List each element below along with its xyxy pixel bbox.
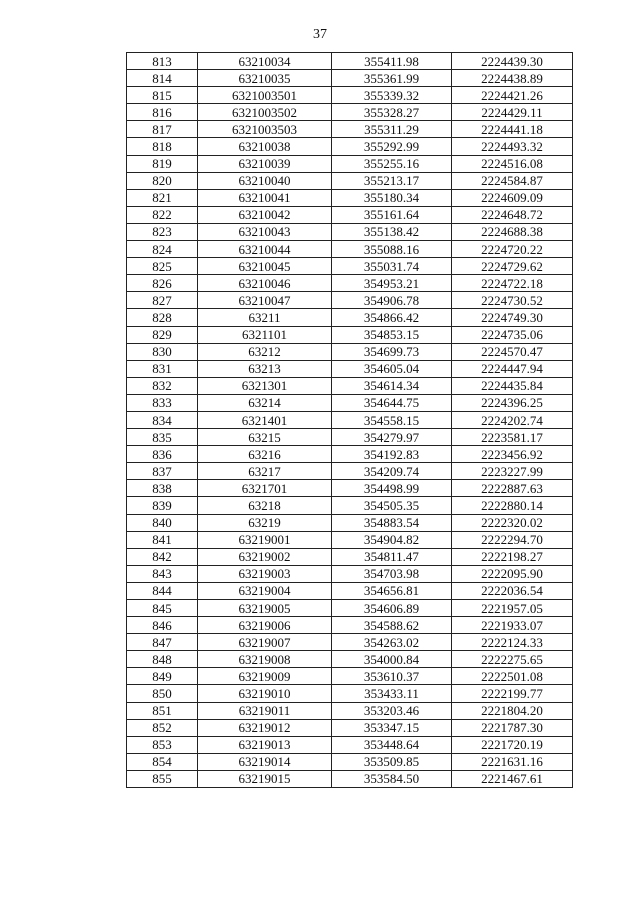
point-number-cell: 845 [127, 600, 198, 617]
x-coordinate-cell: 353203.46 [332, 702, 452, 719]
point-number-cell: 820 [127, 172, 198, 189]
x-coordinate-cell: 354883.54 [332, 514, 452, 531]
table-row [127, 548, 573, 565]
y-coordinate-cell: 2221467.61 [452, 770, 573, 787]
point-id-cell: 63219008 [198, 651, 332, 668]
y-coordinate-cell: 2221787.30 [452, 719, 573, 736]
point-id-cell: 63219014 [198, 753, 332, 770]
table-row [127, 172, 573, 189]
x-coordinate-cell: 355213.17 [332, 172, 452, 189]
point-number-cell: 816 [127, 104, 198, 121]
table-row [127, 411, 573, 428]
x-coordinate-cell: 355411.98 [332, 53, 452, 70]
point-id-cell: 63210042 [198, 206, 332, 223]
point-number-cell: 843 [127, 565, 198, 582]
y-coordinate-cell: 2224609.09 [452, 189, 573, 206]
y-coordinate-cell: 2222294.70 [452, 531, 573, 548]
x-coordinate-cell: 354263.02 [332, 634, 452, 651]
table-row [127, 719, 573, 736]
point-id-cell: 63210034 [198, 53, 332, 70]
x-coordinate-cell: 354498.99 [332, 480, 452, 497]
y-coordinate-cell: 2224429.11 [452, 104, 573, 121]
x-coordinate-cell: 354606.89 [332, 600, 452, 617]
table-row [127, 343, 573, 360]
y-coordinate-cell: 2224648.72 [452, 206, 573, 223]
point-number-cell: 826 [127, 275, 198, 292]
table-row [127, 189, 573, 206]
table-row [127, 309, 573, 326]
table-row [127, 223, 573, 240]
point-number-cell: 834 [127, 411, 198, 428]
x-coordinate-cell: 354209.74 [332, 463, 452, 480]
point-id-cell: 63218 [198, 497, 332, 514]
y-coordinate-cell: 2224516.08 [452, 155, 573, 172]
table-row [127, 617, 573, 634]
table-row [127, 121, 573, 138]
point-id-cell: 63210046 [198, 275, 332, 292]
point-id-cell: 6321003503 [198, 121, 332, 138]
point-id-cell: 63219006 [198, 617, 332, 634]
point-id-cell: 63219009 [198, 668, 332, 685]
table-row [127, 463, 573, 480]
table-row [127, 497, 573, 514]
point-number-cell: 849 [127, 668, 198, 685]
point-id-cell: 63219013 [198, 736, 332, 753]
point-number-cell: 854 [127, 753, 198, 770]
y-coordinate-cell: 2223456.92 [452, 446, 573, 463]
table-row [127, 582, 573, 599]
x-coordinate-cell: 354644.75 [332, 394, 452, 411]
point-id-cell: 6321003502 [198, 104, 332, 121]
y-coordinate-cell: 2224493.32 [452, 138, 573, 155]
coordinates-table [126, 52, 573, 788]
point-number-cell: 840 [127, 514, 198, 531]
point-number-cell: 847 [127, 634, 198, 651]
point-number-cell: 813 [127, 53, 198, 70]
x-coordinate-cell: 354853.15 [332, 326, 452, 343]
y-coordinate-cell: 2221933.07 [452, 617, 573, 634]
x-coordinate-cell: 355161.64 [332, 206, 452, 223]
point-id-cell: 63219015 [198, 770, 332, 787]
point-id-cell: 63219 [198, 514, 332, 531]
point-number-cell: 851 [127, 702, 198, 719]
point-number-cell: 838 [127, 480, 198, 497]
y-coordinate-cell: 2224439.30 [452, 53, 573, 70]
point-id-cell: 63219012 [198, 719, 332, 736]
y-coordinate-cell: 2222887.63 [452, 480, 573, 497]
y-coordinate-cell: 2224438.89 [452, 70, 573, 87]
x-coordinate-cell: 354953.21 [332, 275, 452, 292]
y-coordinate-cell: 2222198.27 [452, 548, 573, 565]
x-coordinate-cell: 353433.11 [332, 685, 452, 702]
y-coordinate-cell: 2224202.74 [452, 411, 573, 428]
point-id-cell: 63211 [198, 309, 332, 326]
y-coordinate-cell: 2222880.14 [452, 497, 573, 514]
point-id-cell: 63219003 [198, 565, 332, 582]
x-coordinate-cell: 355361.99 [332, 70, 452, 87]
x-coordinate-cell: 354279.97 [332, 429, 452, 446]
table-row [127, 206, 573, 223]
point-id-cell: 6321003501 [198, 87, 332, 104]
point-id-cell: 63210041 [198, 189, 332, 206]
table-row [127, 480, 573, 497]
y-coordinate-cell: 2222095.90 [452, 565, 573, 582]
y-coordinate-cell: 2224722.18 [452, 275, 573, 292]
y-coordinate-cell: 2223227.99 [452, 463, 573, 480]
point-number-cell: 855 [127, 770, 198, 787]
y-coordinate-cell: 2224688.38 [452, 223, 573, 240]
y-coordinate-cell: 2224730.52 [452, 292, 573, 309]
point-id-cell: 63219004 [198, 582, 332, 599]
y-coordinate-cell: 2224396.25 [452, 394, 573, 411]
y-coordinate-cell: 2224749.30 [452, 309, 573, 326]
point-id-cell: 63210040 [198, 172, 332, 189]
x-coordinate-cell: 354699.73 [332, 343, 452, 360]
x-coordinate-cell: 355088.16 [332, 241, 452, 258]
point-id-cell: 63219005 [198, 600, 332, 617]
y-coordinate-cell: 2222036.54 [452, 582, 573, 599]
x-coordinate-cell: 354906.78 [332, 292, 452, 309]
point-number-cell: 815 [127, 87, 198, 104]
x-coordinate-cell: 355031.74 [332, 258, 452, 275]
y-coordinate-cell: 2224735.06 [452, 326, 573, 343]
point-id-cell: 63214 [198, 394, 332, 411]
y-coordinate-cell: 2221720.19 [452, 736, 573, 753]
y-coordinate-cell: 2223581.17 [452, 429, 573, 446]
point-id-cell: 63210035 [198, 70, 332, 87]
table-row [127, 531, 573, 548]
table-row [127, 429, 573, 446]
point-id-cell: 63215 [198, 429, 332, 446]
point-number-cell: 835 [127, 429, 198, 446]
point-id-cell: 6321401 [198, 411, 332, 428]
x-coordinate-cell: 354811.47 [332, 548, 452, 565]
y-coordinate-cell: 2222320.02 [452, 514, 573, 531]
x-coordinate-cell: 355328.27 [332, 104, 452, 121]
table-row [127, 394, 573, 411]
table-row [127, 138, 573, 155]
table-row [127, 292, 573, 309]
table-row [127, 702, 573, 719]
point-number-cell: 852 [127, 719, 198, 736]
point-number-cell: 821 [127, 189, 198, 206]
x-coordinate-cell: 354588.62 [332, 617, 452, 634]
table-row [127, 155, 573, 172]
point-id-cell: 63210038 [198, 138, 332, 155]
point-number-cell: 828 [127, 309, 198, 326]
point-id-cell: 6321701 [198, 480, 332, 497]
y-coordinate-cell: 2224729.62 [452, 258, 573, 275]
point-id-cell: 63212 [198, 343, 332, 360]
point-id-cell: 63210043 [198, 223, 332, 240]
x-coordinate-cell: 354505.35 [332, 497, 452, 514]
x-coordinate-cell: 355292.99 [332, 138, 452, 155]
y-coordinate-cell: 2222124.33 [452, 634, 573, 651]
point-number-cell: 848 [127, 651, 198, 668]
table-row [127, 736, 573, 753]
table-row [127, 753, 573, 770]
point-number-cell: 837 [127, 463, 198, 480]
y-coordinate-cell: 2224435.84 [452, 377, 573, 394]
point-number-cell: 846 [127, 617, 198, 634]
table-row [127, 53, 573, 70]
y-coordinate-cell: 2224421.26 [452, 87, 573, 104]
table-body [127, 53, 573, 788]
point-number-cell: 830 [127, 343, 198, 360]
x-coordinate-cell: 353448.64 [332, 736, 452, 753]
point-id-cell: 63219010 [198, 685, 332, 702]
table-row [127, 275, 573, 292]
x-coordinate-cell: 355180.34 [332, 189, 452, 206]
point-id-cell: 63219007 [198, 634, 332, 651]
table-row [127, 685, 573, 702]
point-id-cell: 63210045 [198, 258, 332, 275]
x-coordinate-cell: 354656.81 [332, 582, 452, 599]
y-coordinate-cell: 2224720.22 [452, 241, 573, 258]
x-coordinate-cell: 355255.16 [332, 155, 452, 172]
point-number-cell: 827 [127, 292, 198, 309]
table-row [127, 87, 573, 104]
point-id-cell: 63219001 [198, 531, 332, 548]
x-coordinate-cell: 354192.83 [332, 446, 452, 463]
x-coordinate-cell: 353584.50 [332, 770, 452, 787]
point-id-cell: 63213 [198, 360, 332, 377]
point-id-cell: 6321101 [198, 326, 332, 343]
table-row [127, 565, 573, 582]
point-id-cell: 63219011 [198, 702, 332, 719]
point-number-cell: 836 [127, 446, 198, 463]
point-number-cell: 841 [127, 531, 198, 548]
table-row [127, 634, 573, 651]
x-coordinate-cell: 354000.84 [332, 651, 452, 668]
x-coordinate-cell: 354605.04 [332, 360, 452, 377]
table-row [127, 258, 573, 275]
y-coordinate-cell: 2224584.87 [452, 172, 573, 189]
x-coordinate-cell: 354703.98 [332, 565, 452, 582]
y-coordinate-cell: 2224441.18 [452, 121, 573, 138]
point-number-cell: 814 [127, 70, 198, 87]
x-coordinate-cell: 354614.34 [332, 377, 452, 394]
x-coordinate-cell: 353509.85 [332, 753, 452, 770]
point-number-cell: 853 [127, 736, 198, 753]
table-row [127, 446, 573, 463]
x-coordinate-cell: 353347.15 [332, 719, 452, 736]
point-number-cell: 825 [127, 258, 198, 275]
x-coordinate-cell: 355138.42 [332, 223, 452, 240]
point-id-cell: 63217 [198, 463, 332, 480]
table-row [127, 104, 573, 121]
point-number-cell: 822 [127, 206, 198, 223]
y-coordinate-cell: 2224570.47 [452, 343, 573, 360]
table-row [127, 668, 573, 685]
x-coordinate-cell: 353610.37 [332, 668, 452, 685]
point-number-cell: 829 [127, 326, 198, 343]
point-number-cell: 832 [127, 377, 198, 394]
page-number: 37 [313, 27, 327, 42]
y-coordinate-cell: 2221804.20 [452, 702, 573, 719]
y-coordinate-cell: 2224447.94 [452, 360, 573, 377]
table-row [127, 377, 573, 394]
x-coordinate-cell: 354866.42 [332, 309, 452, 326]
table-row [127, 326, 573, 343]
point-id-cell: 63210044 [198, 241, 332, 258]
table-row [127, 514, 573, 531]
table-row [127, 600, 573, 617]
point-number-cell: 833 [127, 394, 198, 411]
point-number-cell: 824 [127, 241, 198, 258]
point-number-cell: 831 [127, 360, 198, 377]
x-coordinate-cell: 355311.29 [332, 121, 452, 138]
point-id-cell: 63216 [198, 446, 332, 463]
point-number-cell: 850 [127, 685, 198, 702]
y-coordinate-cell: 2221957.05 [452, 600, 573, 617]
y-coordinate-cell: 2221631.16 [452, 753, 573, 770]
point-number-cell: 844 [127, 582, 198, 599]
point-id-cell: 6321301 [198, 377, 332, 394]
point-number-cell: 818 [127, 138, 198, 155]
x-coordinate-cell: 354904.82 [332, 531, 452, 548]
y-coordinate-cell: 2222501.08 [452, 668, 573, 685]
point-number-cell: 842 [127, 548, 198, 565]
x-coordinate-cell: 354558.15 [332, 411, 452, 428]
table-row [127, 241, 573, 258]
table-row [127, 651, 573, 668]
point-number-cell: 823 [127, 223, 198, 240]
point-id-cell: 63210047 [198, 292, 332, 309]
table-row [127, 360, 573, 377]
y-coordinate-cell: 2222199.77 [452, 685, 573, 702]
point-number-cell: 819 [127, 155, 198, 172]
y-coordinate-cell: 2222275.65 [452, 651, 573, 668]
x-coordinate-cell: 355339.32 [332, 87, 452, 104]
table-row [127, 70, 573, 87]
point-number-cell: 839 [127, 497, 198, 514]
table-row [127, 770, 573, 787]
point-number-cell: 817 [127, 121, 198, 138]
point-id-cell: 63210039 [198, 155, 332, 172]
point-id-cell: 63219002 [198, 548, 332, 565]
